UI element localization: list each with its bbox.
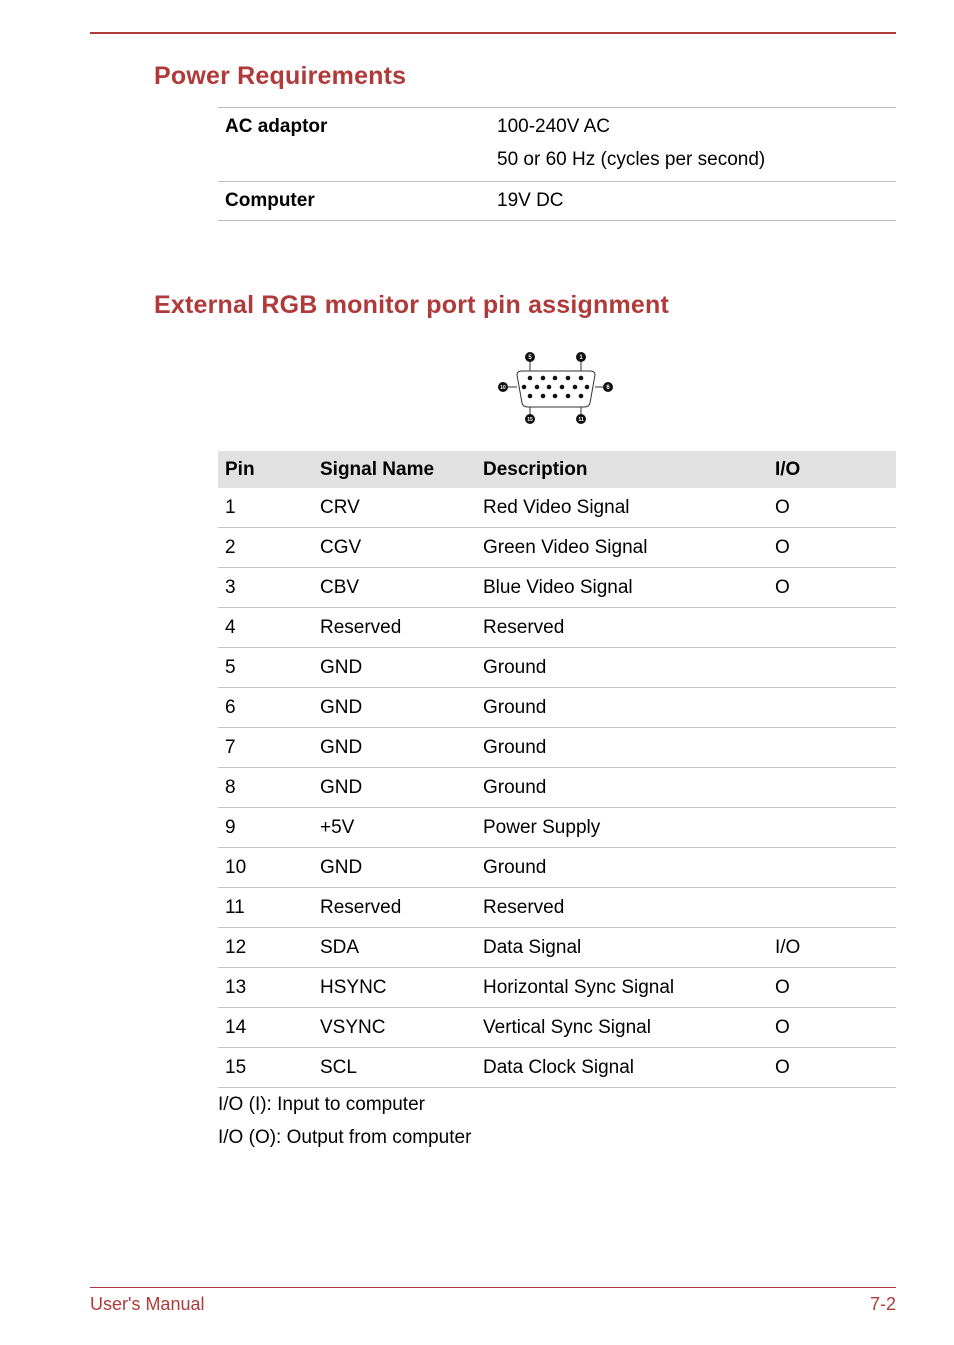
io-cell: O [775,576,790,598]
io-cell: O [775,976,790,998]
table-row [218,848,896,888]
pin-cell: 4 [225,616,236,638]
io-cell [768,888,896,928]
table-row [218,688,896,728]
power-requirements-heading: Power Requirements [154,62,407,90]
description-cell: Ground [483,656,547,678]
signal-name-cell: GND [320,736,363,758]
pin-cell: 13 [225,976,247,998]
table-row [218,808,896,848]
table-row [218,728,896,768]
signal-name-cell: GND [320,696,363,718]
table-row [218,108,896,182]
footer-rule [90,1287,896,1288]
signal-name-cell: CBV [320,576,360,598]
computer-values [497,182,896,221]
column-header-signal-name: Signal Name [320,458,435,480]
io-cell: O [775,1016,790,1038]
io-input-note: I/O (I): Input to computer [218,1094,425,1115]
table-row [218,488,896,528]
description-cell: Ground [483,696,547,718]
column-header-pin: Pin [225,458,255,480]
table-row [218,648,896,688]
table-header-row [218,451,896,488]
signal-name-cell: GND [320,776,363,798]
pin-cell: 2 [225,536,236,558]
pin6-label: 6 [606,385,610,392]
signal-name-cell: HSYNC [320,976,387,998]
pin1-label: 1 [579,355,583,362]
ac-adaptor-frequency: 50 or 60 Hz (cycles per second) [497,149,766,170]
pin-cell: 7 [225,736,236,758]
description-cell: Vertical Sync Signal [483,1016,651,1038]
table-row [218,968,896,1008]
table-row [218,1048,896,1088]
description-cell: Red Video Signal [483,496,630,518]
pin-cell: 6 [225,696,236,718]
signal-name-cell: Reserved [320,616,402,638]
signal-name-cell: SDA [320,936,360,958]
ac-adaptor-values [497,108,896,182]
power-requirements-table [218,107,896,221]
computer-voltage: 19V DC [497,190,564,211]
signal-name-cell: CGV [320,536,362,558]
computer-label: Computer [225,190,315,211]
io-cell [768,848,896,888]
table-row [218,928,896,968]
table-row [218,608,896,648]
signal-name-cell: +5V [320,816,355,838]
io-cell: O [775,1056,790,1078]
io-cell: I/O [775,936,801,958]
pin-cell: 15 [225,1056,247,1078]
description-cell: Data Signal [483,936,582,958]
pin-cell: 10 [225,856,247,878]
pin-cell: 14 [225,1016,247,1038]
pin10-label: 10 [500,385,506,392]
signal-name-cell: GND [320,856,363,878]
table-row [218,1008,896,1048]
io-cell: O [775,496,790,518]
pin-cell: 1 [225,496,236,518]
io-cell [768,808,896,848]
vga-connector-diagram-icon [495,347,617,429]
pin5-label: 5 [528,355,532,362]
column-header-io: I/O [775,458,801,480]
pin-cell: 8 [225,776,236,798]
footer-manual-title: User's Manual [90,1294,205,1314]
pin11-label: 11 [578,417,584,424]
table-row [218,888,896,928]
description-cell: Ground [483,736,547,758]
io-cell [768,768,896,808]
table-row [218,768,896,808]
rgb-port-heading: External RGB monitor port pin assignment [154,291,669,319]
column-header-description: Description [483,458,588,480]
signal-name-cell: SCL [320,1056,357,1078]
pin-assignment-table [218,451,896,1088]
table-row [218,528,896,568]
signal-name-cell: VSYNC [320,1016,386,1038]
io-cell [768,728,896,768]
pin-table-body [218,488,896,1088]
signal-name-cell: CRV [320,496,360,518]
pin-cell: 3 [225,576,236,598]
ac-adaptor-voltage: 100-240V AC [497,116,611,137]
description-cell: Ground [483,776,547,798]
pin-cell: 11 [225,896,245,918]
io-cell [768,608,896,648]
table-row [218,182,896,221]
description-cell: Power Supply [483,816,601,838]
description-cell: Reserved [483,896,565,918]
signal-name-cell: GND [320,656,363,678]
pin-cell: 12 [225,936,247,958]
signal-name-cell: Reserved [320,896,402,918]
pin-cell: 5 [225,656,236,678]
io-cell [768,648,896,688]
page-number: 7-2 [869,1294,896,1314]
io-cell [768,688,896,728]
description-cell: Reserved [483,616,565,638]
description-cell: Ground [483,856,547,878]
ac-adaptor-label: AC adaptor [225,116,328,137]
table-row [218,568,896,608]
description-cell: Horizontal Sync Signal [483,976,675,998]
io-cell: O [775,536,790,558]
pin-cell: 9 [225,816,236,838]
io-output-note: I/O (O): Output from computer [218,1127,472,1148]
description-cell: Data Clock Signal [483,1056,635,1078]
pin15-label: 15 [527,417,533,424]
description-cell: Blue Video Signal [483,576,633,598]
description-cell: Green Video Signal [483,536,648,558]
header-rule [90,32,896,34]
